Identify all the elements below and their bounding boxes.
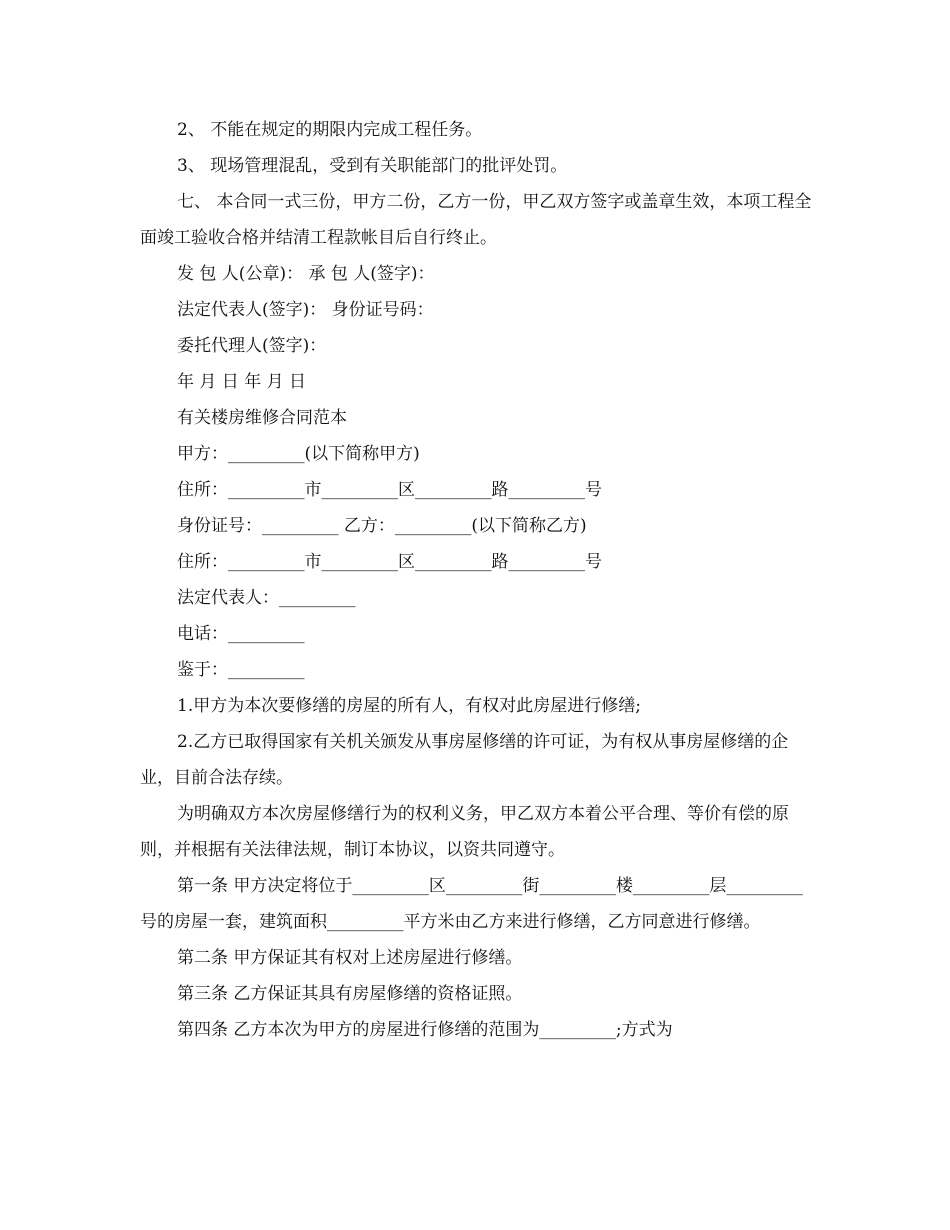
signature-agent-line: 委托代理人(签字)： — [177, 336, 327, 356]
document-title: 有关楼房维修合同范本 — [177, 408, 347, 428]
whereas-line: 鉴于：_________ — [177, 660, 305, 680]
signature-legal-rep-line: 法定代表人(签字)： 身份证号码： — [177, 300, 434, 320]
party-a-address-line: 住所：_________市_________区_________路_________号 — [177, 480, 602, 500]
party-b-address-line: 住所：_________市_________区_________路_________号 — [177, 552, 602, 572]
signature-contractor-line: 发 包 人(公章)： 承 包 人(签字)： — [177, 264, 435, 284]
document-body — [140, 112, 812, 1048]
paragraph-section-7: 七、 本合同一式三份，甲方二份，乙方一份，甲乙双方签字或盖章生效，本项工程全面竣工验收合格并结清工程款帐目后自行终止。 — [140, 192, 812, 248]
preamble-paragraph: 为明确双方本次房屋修缮行为的权利义务，甲乙双方本着公平合理、等价有偿的原则，并根据有关法律法规，制订本协议，以资共同遵守。 — [140, 804, 789, 860]
whereas-item-2: 2.乙方已取得国家有关机关颁发从事房屋修缮的许可证，为有权从事房屋修缮的企业，目前合法存续。 — [140, 732, 789, 788]
article-3: 第三条 乙方保证其具有房屋修缮的资格证照。 — [177, 984, 523, 1004]
article-4: 第四条 乙方本次为甲方的房屋进行修缮的范围为_________;方式为 — [177, 1020, 673, 1040]
whereas-item-1: 1.甲方为本次要修缮的房屋的所有人，有权对此房屋进行修缮; — [177, 696, 641, 716]
paragraph-clause-3: 3、 现场管理混乱，受到有关职能部门的批评处罚。 — [177, 156, 568, 176]
id-and-party-b-line: 身份证号：_________ 乙方：_________(以下简称乙方) — [177, 516, 587, 536]
signature-date-line: 年 月 日 年 月 日 — [177, 372, 307, 392]
article-2: 第二条 甲方保证其有权对上述房屋进行修缮。 — [177, 948, 523, 968]
phone-line: 电话：_________ — [177, 624, 305, 644]
legal-representative-line: 法定代表人：_________ — [177, 588, 356, 608]
party-a-line: 甲方：_________(以下简称甲方) — [177, 444, 420, 464]
paragraph-clause-2: 2、 不能在规定的期限内完成工程任务。 — [177, 120, 483, 140]
article-1: 第一条 甲方决定将位于_________区_________街_________楼_________层_________号的房屋一套，建筑面积_________平方米由乙方来进行修缮，乙方同意进行修缮。 — [140, 876, 803, 932]
